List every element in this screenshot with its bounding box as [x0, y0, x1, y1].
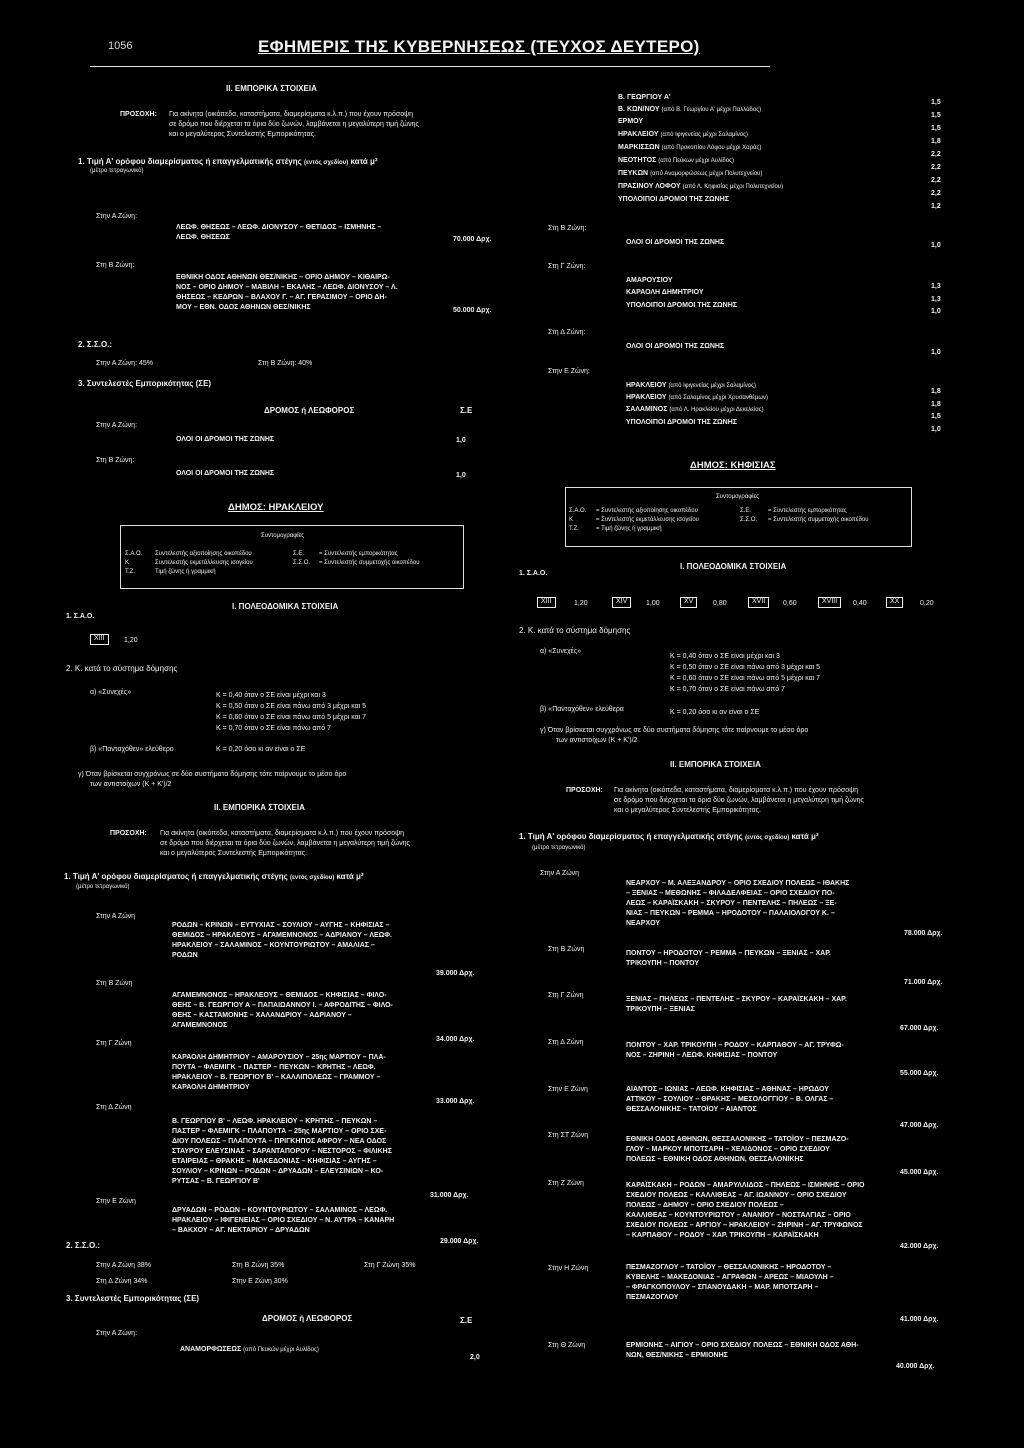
zone-streets: ΕΡΜΙΟΝΗΣ – ΑΙΓΙΟΥ – ΟΡΙΟ ΣΧΕΔΙΟΥ ΠΟΛΕΩΣ – ΕΘΝΙΚΗ ΟΔΟΣ ΑΘΗ- — [626, 1342, 859, 1349]
zone-streets: ΕΘΝΙΚΗ ΟΔΟΣ ΑΘΗΝΩΝ, ΘΕΣΣΑΛΟΝΙΚΗΣ – ΤΑΤΟΪΟΥ – ΠΕΣΜΑΖΟ- — [626, 1136, 849, 1143]
zone-streets: ΣΧΕΔΙΟΥ ΠΟΛΕΩΣ – ΑΡΓΙΟΥ – ΗΡΑΚΛΕΙΟΥ – ΖΗΡΙΝΗ – ΑΓ. ΤΡΥΦΩΝΟΣ — [626, 1222, 863, 1229]
se-street: ΣΑΛΑΜΙΝΟΣ — [626, 406, 668, 413]
zone-label: Στην Ε Ζώνη — [548, 1086, 588, 1093]
zone-streets: ΑΓΑΜΕΜΝΟΝΟΣ — [172, 1022, 228, 1029]
k-row: Κ = 0,60 όταν ο ΣΕ είναι πάνω από 5 μέχρι και 7 — [670, 675, 821, 682]
legend-desc: Τιμή ζώνης ή γραμμική — [155, 569, 216, 575]
k-row: Κ = 0,50 όταν ο ΣΕ είναι πάνω από 3 μέχρι και 5 — [670, 664, 821, 671]
se-title: 3. Συντελεστές Εμπορικότητας (ΣΕ) — [78, 379, 212, 388]
prosoxi-line: Για ακίνητα (οικόπεδα, καταστήματα, διαμερίσματα κ.λ.π.) που έχουν πρόσοψη — [614, 787, 859, 794]
se-street: ΜΑΡΚΙΣΣΩΝ — [618, 144, 660, 151]
zone-label: Στη Δ Ζώνη — [96, 1104, 132, 1111]
se-title: 3. Συντελεστές Εμπορικότητας (ΣΕ) — [66, 1294, 200, 1303]
legend-desc: = Συντελεστής συμμετοχής οικοπέδου — [768, 517, 869, 523]
zone-streets: ΚΑΡΑΟΛΗ ΔΗΜΗΤΡΙΟΥ – ΑΜΑΡΟΥΣΙΟΥ – 25ης ΜΑΡΤΙΟΥ – ΠΛΑ- — [172, 1054, 386, 1061]
zone-code-value: 1,20 — [574, 600, 588, 607]
zone-streets: ΤΡΙΚΟΥΠΗ – ΠΟΝΤΟΥ — [626, 960, 700, 967]
k-b-label: β) «Πανταχόθεν» ελεύθερα — [540, 706, 624, 713]
k-row: Κ = 0,50 όταν ο ΣΕ είναι πάνω από 3 μέχρι και 5 — [216, 703, 367, 710]
legend-desc: = Τιμή ζώνης ή γραμμική — [596, 526, 662, 532]
se-street: ΑΝΑΜΟΡΦΩΣΕΩΣ — [180, 1346, 242, 1353]
zone-streets: ΠΟΝΤΟΥ – ΧΑΡ. ΤΡΙΚΟΥΠΗ – ΡΟΔΟΥ – ΚΑΡΠΑΘΟΥ – ΑΓ. ΤΡΥΦΩ- — [626, 1042, 844, 1049]
se-street: ΑΜΑΡΟΥΣΙΟΥ — [626, 277, 673, 284]
zone-code-box: XIII — [90, 634, 109, 645]
se-street-sub: (από Προκοπίου Λόφου μέχρι Χαράς) — [661, 145, 762, 151]
zone-streets: – ΚΑΡΠΑΘΟΥ – ΡΟΔΟΥ – ΧΑΡ. ΤΡΙΚΟΥΠΗ – ΚΑΡΑΪΣΚΑΚΗ — [626, 1232, 819, 1239]
legend-desc: = Συντελεστής εμπορικότητας — [319, 551, 398, 557]
k-a-label: α) «Συνεχές» — [540, 648, 582, 655]
zone-price: 41.000 Δρχ. — [900, 1316, 939, 1323]
sso-title: 2. Σ.Σ.Ο.: — [66, 1241, 101, 1250]
se-value: 1,5 — [931, 112, 941, 119]
k-row: Κ = 0,70 όταν ο ΣΕ είναι πάνω από 7 — [216, 725, 331, 732]
abbreviations-box — [120, 525, 464, 589]
k-c-line: των αντιστοίχων (Κ + Κ')/2 — [90, 781, 172, 788]
table-header-se: Σ.Ε — [460, 1316, 473, 1325]
prosoxi-line: και ο μεγαλύτερος Συντελεστής Εμπορικότητας. — [614, 807, 761, 814]
zone-streets: ΤΡΙΚΟΥΠΗ – ΞΕΝΙΑΣ — [626, 1006, 695, 1013]
item1-title: 1. Τιμή Α' ορόφου διαμερίσματος ή επαγγελματικής στέγης — [64, 872, 288, 881]
zone-code-value: 0,80 — [713, 600, 727, 607]
zone-streets: ΝΕΑΡΧΟΥ — [626, 920, 661, 927]
se-street: ΚΑΡΑΟΛΗ ΔΗΜΗΤΡΙΟΥ — [626, 289, 704, 296]
item1-meter: (μέτρο τετραγωνικό) — [76, 884, 130, 890]
zone-code-box: XV — [680, 597, 697, 608]
zone-label: Στη Β Ζώνη — [548, 946, 585, 953]
zone-label: Στη Β Ζώνη: — [96, 262, 135, 269]
legend-desc: = Συντελεστής συμμετοχής οικοπέδου — [319, 560, 420, 566]
zone-streets: ΗΡΑΚΛΕΙΟΥ – ΙΦΙΓΕΝΕΙΑΣ – ΟΡΙΟ ΣΧΕΔΙΟΥ – Ν. ΑΥΤΡΑ – ΚΑΝΑΡΗ — [172, 1217, 395, 1224]
se-street: ΗΡΑΚΛΕΙΟΥ — [618, 131, 659, 138]
item1-unit: κατά μ² — [350, 157, 378, 166]
sao-title: 1. Σ.Α.Ο. — [66, 613, 95, 620]
legend-desc: = Συντελεστής αξιοποίησης οικοπέδου — [596, 508, 698, 514]
se-value: 1,5 — [931, 125, 941, 132]
prosoxi-line: Για ακίνητα (οικόπεδα, καταστήματα, διαμερίσματα κ.λ.π.) που έχουν πρόσοψη — [169, 111, 414, 118]
k-c-line: γ) Όταν βρίσκεται συγχρόνως σε δύο συστήματα δόμησης τότε παίρνουμε το μέσο όρο — [78, 771, 347, 778]
zone-price: 31.000 Δρχ. — [430, 1192, 469, 1199]
zone-streets: ΘΕΗΣ – ΚΑΣΤΑΜΟΝΗΣ – ΧΑΛΑΝΔΡΙΟΥ – ΑΔΡΙΑΝΟΥ – — [172, 1012, 352, 1019]
se-street: ΟΛΟΙ ΟΙ ΔΡΟΜΟΙ ΤΗΣ ΖΩΝΗΣ — [626, 239, 725, 246]
se-street: ΗΡΑΚΛΕΙΟΥ — [626, 382, 667, 389]
section-title-commercial: II. ΕΜΠΟΡΙΚΑ ΣΤΟΙΧΕΙΑ — [670, 760, 761, 769]
section-title-planning: I. ΠΟΛΕΟΔΟΜΙΚΑ ΣΤΟΙΧΕΙΑ — [680, 562, 787, 571]
se-street-sub: (από Σαλαμίνος μέχρι Χρυσανθέμων) — [668, 395, 769, 401]
zone-streets: ΡΥΤΣΑΣ – Β. ΓΕΩΡΓΙΟΥ Β' — [172, 1178, 260, 1185]
zone-code-box: XX — [886, 597, 903, 608]
se-value: 2,0 — [470, 1354, 480, 1361]
se-value: 1,8 — [931, 388, 941, 395]
zone-streets: ΠΕΣΜΑΖΟΓΛΟΥ – ΤΑΤΟΪΟΥ – ΘΕΣΣΑΛΟΝΙΚΗΣ – ΗΡΟΔΟΤΟΥ – — [626, 1264, 832, 1271]
se-value: 1,0 — [931, 426, 941, 433]
zone-label: Στην Α Ζώνη — [96, 913, 136, 920]
prosoxi-line: και ο μεγαλύτερος Συντελεστής Εμπορικότητας. — [160, 850, 307, 857]
zone-streets: ΣΤΑΥΡΟΥ ΕΛΕΥΣΙΝΑΣ – ΣΑΡΑΝΤΑΠΟΡΟΥ – ΝΕΣΤΟΡΟΣ – ΦΙΛΙΚΗΣ — [172, 1148, 392, 1155]
zone-streets: ΠΕΣΜΑΖΟΓΛΟΥ — [626, 1294, 679, 1301]
sso-value: Στη Β Ζώνη: 40% — [258, 360, 313, 367]
se-street-sub: (από Λ. Ηρακλείου μέχρι Δεκελείας) — [669, 407, 764, 413]
legend-abbr: Τ.Ζ. — [569, 526, 580, 532]
zone-code-box: XIII — [537, 597, 556, 608]
legend-abbr: Κ — [569, 517, 574, 523]
prosoxi-line: σε δρόμο που διέρχεται τα όρια δύο ζωνών, λαμβάνεται η μεγαλύτερη τιμή ζώνης — [614, 797, 864, 804]
se-value: 2,2 — [931, 151, 941, 158]
zone-streets: ΕΘΝΙΚΗ ΟΔΟΣ ΑΘΗΝΩΝ ΘΕΣ/ΝΙΚΗΣ – ΟΡΙΟ ΔΗΜΟΥ – ΚΙΘΑΙΡΩ- — [176, 274, 390, 281]
prosoxi-label: ΠΡΟΣΟΧΗ: — [110, 830, 147, 837]
zone-streets: ΘΕΗΣ – Β. ΓΕΩΡΓΙΟΥ Α – ΠΑΠΑΙΩΑΝΝΟΥ Ι. – ΑΦΡΟΔΙΤΗΣ – ΦΙΛΟ- — [172, 1002, 393, 1009]
zone-price: 70.000 Δρχ. — [453, 236, 492, 243]
zone-streets: ΜΟΥ – ΕΘΝ. ΟΔΟΣ ΑΘΗΝΩΝ ΘΕΣ/ΝΙΚΗΣ — [176, 304, 311, 311]
sso-value: Στην Α Ζώνη 38% — [96, 1262, 152, 1269]
se-value: 2,2 — [931, 190, 941, 197]
se-value: 2,2 — [931, 164, 941, 171]
legend-abbr: Σ.Α.Ο. — [125, 551, 143, 557]
zone-price: 55.000 Δρχ. — [900, 1070, 939, 1077]
sso-value: Στη Δ Ζώνη 34% — [96, 1278, 148, 1285]
sso-title: 2. Σ.Σ.Ο.: — [78, 340, 113, 349]
se-street: ΟΛΟΙ ΟΙ ΔΡΟΜΟΙ ΤΗΣ ΖΩΝΗΣ — [626, 343, 725, 350]
item1-title: 1. Τιμή Α' ορόφου διαμερίσματος ή επαγγελματικής στέγης — [519, 832, 743, 841]
zone-streets: ΗΡΑΚΛΕΙΟΥ – Β. ΓΕΩΡΓΙΟΥ Β' – ΚΑΛΛΙΠΟΛΕΩΣ – ΓΡΑΜΜΟΥ – — [172, 1074, 381, 1081]
zone-streets: ΛΕΩΦ. ΘΗΣΕΩΣ – ΛΕΩΦ. ΔΙΟΝΥΣΟΥ – ΘΕΤΙΔΟΣ – ΙΣΜΗΝΗΣ – — [176, 224, 382, 231]
k-title: 2. Κ. κατά το σύστημα δόμησης — [66, 664, 178, 673]
legend-abbr: Σ.Ε. — [740, 508, 752, 514]
sao-title: 1. Σ.Α.Ο. — [519, 570, 548, 577]
zone-streets: – ΦΡΑΓΚΟΠΟΥΛΟΥ – ΣΠΑΝΟΥΔΑΚΗ – ΜΑΡ. ΜΠΟΤΣΑΡΗ – — [626, 1284, 819, 1291]
se-value: 2,2 — [931, 177, 941, 184]
se-street-sub: (από Πεύκων μέχρι Αυλίδος) — [658, 158, 734, 164]
legend-abbr: Σ.Σ.Ο. — [740, 517, 758, 523]
zone-label: Στη Β Ζώνη — [96, 980, 133, 987]
zone-streets: – ΒΑΚΧΟΥ – ΑΓ. ΝΕΚΤΑΡΙΟΥ – ΔΡΥΑΔΩΝ — [172, 1227, 310, 1234]
zone-streets: – ΞΕΝΙΑΣ – ΜΕΘΩΝΗΣ – ΦΙΛΑΔΕΛΦΕΙΑΣ – ΟΡΙΟ ΣΧΕΔΙΟΥ ΠΟ- — [626, 890, 835, 897]
se-street: ΝΕΟΤΗΤΟΣ — [618, 157, 657, 164]
zone-price: 33.000 Δρχ. — [436, 1098, 475, 1105]
prosoxi-line: Για ακίνητα (οικόπεδα, καταστήματα, διαμερίσματα κ.λ.π.) που έχουν πρόσοψη — [160, 830, 405, 837]
zone-streets: ΡΟΔΩΝ – ΚΡΙΝΩΝ – ΕΥΤΥΧΙΑΣ – ΣΟΥΛΙΟΥ – ΑΥΓΗΣ – ΚΗΦΙΣΙΑΣ – — [172, 922, 390, 929]
zone-streets: ΝΟΣ – ΟΡΙΟ ΔΗΜΟΥ – ΜΑΒΙΛΗ – ΕΚΑΛΗΣ – ΛΕΩΦ. ΔΙΟΝΥΣΟΥ – Λ. — [176, 284, 398, 291]
zone-label: Στην Ε Ζώνη: — [548, 368, 590, 375]
se-value: 1,5 — [931, 99, 941, 106]
zone-streets: ΠΑΣΤΕΡ – ΦΛΕΜΙΓΚ – ΠΛΑΠΟΥΤΑ – 25ης ΜΑΡΤΙΟΥ – ΟΡΙΟ ΣΧΕ- — [172, 1128, 387, 1135]
zone-streets: ΝΕΑΡΧΟΥ – Μ. ΑΛΕΞΑΝΔΡΟΥ – ΟΡΙΟ ΣΧΕΔΙΟΥ ΠΟΛΕΩΣ – ΙΘΑΚΗΣ — [626, 880, 850, 887]
legend-desc: = Συντελεστής εμπορικότητας — [768, 508, 847, 514]
se-street: Β. ΚΩΝ/ΝΟΥ — [618, 106, 660, 113]
zone-label: Στη Δ Ζώνη — [548, 1039, 584, 1046]
zone-streets: ΚΑΡΑΟΛΗ ΔΗΜΗΤΡΙΟΥ — [172, 1084, 250, 1091]
page-title: ΕΦΗΜΕΡΙΣ ΤΗΣ ΚΥΒΕΡΝΗΣΕΩΣ (ΤΕΥΧΟΣ ΔΕΥΤΕΡΟ) — [258, 37, 700, 56]
zone-streets: ΕΤΑΙΡΕΙΑΣ – ΘΡΑΚΗΣ – ΜΑΚΕΔΟΝΙΑΣ – ΚΗΦΙΣΙΑΣ – ΑΥΓΗΣ – — [172, 1158, 377, 1165]
zone-streets: ΝΟΣ – ΖΗΡΙΝΗ – ΛΕΩΦ. ΚΗΦΙΣΙΑΣ – ΠΟΝΤΟΥ — [626, 1052, 778, 1059]
zone-label: Στη Β Ζώνη: — [548, 225, 587, 232]
k-b-text: Κ = 0,20 όσο κι αν είναι ο ΣΕ — [670, 709, 760, 716]
sso-value: Στη Γ Ζώνη 35% — [364, 1262, 416, 1269]
zone-streets: ΞΕΝΙΑΣ – ΠΗΛΕΩΣ – ΠΕΝΤΕΛΗΣ – ΣΚΥΡΟΥ – ΚΑΡΑΪΣΚΑΚΗ – ΧΑΡ. — [626, 996, 847, 1003]
legend-desc: Συντελεστής εκμετάλλευσης ισογείου — [155, 560, 253, 566]
zone-streets: ΔΙΟΥ ΠΟΛΕΩΣ – ΠΛΑΠΟΥΤΑ – ΠΡΙΓΚΗΠΟΣ ΑΦΡΟΥ – ΝΕΑ ΟΔΟΣ — [172, 1138, 387, 1145]
zone-streets: ΚΥΒΕΛΗΣ – ΜΑΚΕΔΟΝΙΑΣ – ΑΓΡΑΦΩΝ – ΑΡΕΩΣ – ΜΙΑΟΥΛΗ – — [626, 1274, 834, 1281]
se-street-sub: (από Λ. Κηφισίας μέχρι Πολυτεχνείου) — [682, 184, 784, 190]
table-header-street: ΔΡΟΜΟΣ ή ΛΕΩΦΟΡΟΣ — [262, 1314, 353, 1323]
se-value: 1,0 — [931, 349, 941, 356]
se-value: 1,8 — [931, 138, 941, 145]
zone-price: 78.000 Δρχ. — [904, 930, 943, 937]
page-number: 1056 — [108, 40, 133, 52]
zone-label: Στη Γ Ζώνη — [96, 1040, 132, 1047]
zone-price: 71.000 Δρχ. — [904, 979, 943, 986]
zone-streets: ΠΟΝΤΟΥ – ΗΡΟΔΟΤΟΥ – ΡΕΜΜΑ – ΠΕΥΚΩΝ – ΞΕΝΙΑΣ – ΧΑΡ. — [626, 950, 831, 957]
zone-code-box: XIV — [612, 597, 631, 608]
se-street: Β. ΓΕΩΡΓΙΟΥ Α' — [618, 94, 671, 101]
legend-abbr: Σ.Α.Ο. — [569, 508, 587, 514]
zone-price: 29.000 Δρχ. — [440, 1238, 479, 1245]
se-street-sub: (από Ιφιγενείας μέχρι Σαλαμίνος) — [668, 383, 756, 389]
zone-code-value: 1,00 — [646, 600, 660, 607]
legend-desc: = Συντελεστής εκμετάλλευσης ισογείου — [596, 517, 699, 523]
zone-streets: ΣΧΕΔΙΟΥ ΠΟΛΕΩΣ – ΚΑΛΛΙΘΕΑΣ – ΑΓ. ΙΩΑΝΝΟΥ – ΟΡΙΟ ΣΧΕΔΙΟΥ — [626, 1192, 847, 1199]
k-row: Κ = 0,40 όταν ο ΣΕ είναι μέχρι και 3 — [216, 692, 326, 699]
se-street: ΠΡΑΣΙΝΟΥ ΛΟΦΟΥ — [618, 183, 681, 190]
legend-desc: Συντελεστής αξιοποίησης οικοπέδου — [155, 551, 252, 557]
prosoxi-line: και ο μεγαλύτερος Συντελεστής Εμπορικότητας. — [169, 131, 316, 138]
prosoxi-label: ΠΡΟΣΟΧΗ: — [566, 787, 603, 794]
k-title: 2. Κ. κατά το σύστημα δόμησης — [519, 626, 631, 635]
zone-code-value: 0,60 — [783, 600, 797, 607]
se-street: ΗΡΑΚΛΕΙΟΥ — [626, 394, 667, 401]
zone-price: 39.000 Δρχ. — [436, 970, 475, 977]
se-value: 1,3 — [931, 296, 941, 303]
se-street-sub: (από Αναμορφώσεως μέχρι Πολυτεχνείου) — [650, 171, 763, 177]
prosoxi-line: σε δρόμο που διέρχεται τα όρια δύο ζωνών, λαμβάνεται η μεγαλύτερη τιμή ζώνης — [169, 121, 419, 128]
k-b-text: Κ = 0,20 όσο κι αν είναι ο ΣΕ — [216, 746, 306, 753]
zone-streets: ΡΟΔΩΝ — [172, 952, 198, 959]
sso-value: Στην Ε Ζώνη 30% — [232, 1278, 288, 1285]
k-row: Κ = 0,70 όταν ο ΣΕ είναι πάνω από 7 — [670, 686, 785, 693]
se-street: ΟΛΟΙ ΟΙ ΔΡΟΜΟΙ ΤΗΣ ΖΩΝΗΣ — [176, 436, 275, 443]
table-header-street: ΔΡΟΜΟΣ ή ΛΕΩΦΟΡΟΣ — [264, 406, 355, 415]
zone-label: Στην Η Ζώνη — [548, 1265, 589, 1272]
se-value: 1,0 — [931, 242, 941, 249]
zone-streets: ΑΙΑΝΤΟΣ – ΙΩΝΙΑΣ – ΛΕΩΦ. ΚΗΦΙΣΙΑΣ – ΑΘΗΝΑΣ – ΗΡΩΔΟΥ — [626, 1086, 829, 1093]
zone-code-box: XVII — [748, 597, 769, 608]
zone-price: 40.000 Δρχ. — [896, 1363, 935, 1370]
se-street: ΥΠΟΛΟΙΠΟΙ ΔΡΟΜΟΙ ΤΗΣ ΖΩΝΗΣ — [626, 419, 737, 426]
zone-streets: ΑΤΤΙΚΟΥ – ΣΟΥΛΙΟΥ – ΘΡΑΚΗΣ – ΜΕΣΟΛΟΓΓΙΟΥ – Β. ΟΛΓΑΣ – — [626, 1096, 834, 1103]
k-row: Κ = 0,60 όταν ο ΣΕ είναι πάνω από 5 μέχρι και 7 — [216, 714, 367, 721]
legend-title: Συντομογραφίες — [261, 533, 305, 539]
section-title-commercial: II. ΕΜΠΟΡΙΚΑ ΣΤΟΙΧΕΙΑ — [214, 803, 305, 812]
k-b-label: β) «Πανταχόθεν» ελεύθερο — [90, 746, 174, 753]
zone-streets: ΛΕΩΦ. ΘΗΣΕΩΣ — [176, 234, 230, 241]
se-value: 1,5 — [931, 413, 941, 420]
section-title-commercial: II. ΕΜΠΟΡΙΚΑ ΣΤΟΙΧΕΙΑ — [226, 84, 317, 93]
zone-label: Στη Β Ζώνη: — [96, 457, 135, 464]
zone-label: Στην Α Ζώνη: — [96, 422, 138, 429]
zone-code-value: 1,20 — [124, 637, 138, 644]
zone-label: Στην Α Ζώνη: — [96, 1330, 138, 1337]
se-value: 1,0 — [456, 437, 466, 444]
prosoxi-label: ΠΡΟΣΟΧΗ: — [120, 111, 157, 118]
item1-unit: κατά μ² — [336, 872, 364, 881]
zone-streets: ΝΙΑΣ – ΠΕΥΚΩΝ – ΡΕΜΜΑ – ΗΡΟΔΟΤΟΥ – ΠΑΛΑΙΟΛΟΓΟΥ Κ. – — [626, 910, 835, 917]
zone-streets: ΔΡΥΑΔΩΝ – ΡΟΔΩΝ – ΚΟΥΝΤΟΥΡΙΩΤΟΥ – ΣΑΛΑΜΙΝΟΣ – ΛΕΩΦ. — [172, 1207, 388, 1214]
section-title-planning: I. ΠΟΛΕΟΔΟΜΙΚΑ ΣΤΟΙΧΕΙΑ — [232, 602, 339, 611]
zone-streets: ΗΡΑΚΛΕΙΟΥ – ΣΑΛΑΜΙΝΟΣ – ΚΟΥΝΤΟΥΡΙΩΤΟΥ – ΑΜΑΛΙΑΣ – — [172, 942, 375, 949]
zone-streets: ΠΟΛΕΩΣ – ΔΗΜΟΥ – ΟΡΙΟ ΣΧΕΔΙΟΥ ΠΟΛΕΩΣ – — [626, 1202, 784, 1209]
zone-price: 34.000 Δρχ. — [436, 1036, 475, 1043]
zone-streets: ΝΩΝ, ΘΕΣ/ΝΙΚΗΣ – ΕΡΜΙΟΝΗΣ — [626, 1352, 728, 1359]
se-street: ΠΕΥΚΩΝ — [618, 170, 649, 177]
zone-streets: ΚΑΛΛΙΘΕΑΣ – ΚΟΥΝΤΟΥΡΙΩΤΟΥ – ΑΝΑΝΙΟΥ – ΝΟΣΤΑΛΓΙΑΣ – ΟΡΙΟ — [626, 1212, 851, 1219]
zone-price: 42.000 Δρχ. — [900, 1243, 939, 1250]
se-value: 1,2 — [931, 203, 941, 210]
item1-title: 1. Τιμή Α' ορόφου διαμερίσματος ή επαγγελματικής στέγης — [78, 157, 302, 166]
zone-streets: Β. ΓΕΩΡΓΙΟΥ Β' – ΛΕΩΦ. ΗΡΑΚΛΕΙΟΥ – ΚΡΗΤΗΣ – ΠΕΥΚΩΝ – — [172, 1118, 378, 1125]
legend-title: Συντομογραφίες — [716, 494, 760, 500]
zone-code-value: 0,20 — [920, 600, 934, 607]
table-header-se: Σ.Ε — [460, 406, 473, 415]
legend-abbr: Κ — [125, 560, 130, 566]
k-c-line: των αντιστοίχων (Κ + Κ')/2 — [556, 737, 638, 744]
item1-meter: (μέτρο τετραγωνικό) — [90, 168, 144, 174]
zone-label: Στη ΣΤ Ζώνη — [548, 1132, 589, 1139]
k-row: Κ = 0,40 όταν ο ΣΕ είναι μέχρι και 3 — [670, 653, 780, 660]
se-value: 1,8 — [931, 401, 941, 408]
zone-label: Στη Θ Ζώνη — [548, 1342, 586, 1349]
zone-streets: ΠΟΛΕΩΣ – ΕΘΝΙΚΗ ΟΔΟΣ ΑΘΗΝΩΝ, ΘΕΣΣΑΛΟΝΙΚΗΣ — [626, 1156, 804, 1163]
se-street: ΥΠΟΛΟΙΠΟΙ ΔΡΟΜΟΙ ΤΗΣ ΖΩΝΗΣ — [618, 196, 729, 203]
se-street: ΕΡΜΟΥ — [618, 118, 644, 125]
zone-label: Στη Γ Ζώνη — [548, 992, 584, 999]
se-value: 1,0 — [456, 472, 466, 479]
zone-label: Στην Α Ζώνη — [540, 870, 580, 877]
zone-price: 67.000 Δρχ. — [900, 1025, 939, 1032]
se-street-sub: (από Πευκών μέχρι Αυλίδος) — [243, 1347, 319, 1353]
zone-streets: ΠΟΥΤΑ – ΦΛΕΜΙΓΚ – ΠΑΣΤΕΡ – ΠΕΥΚΩΝ – ΚΡΗΤΗΣ – ΛΕΩΦ. — [172, 1064, 376, 1071]
item1-sub: (εντός σχεδίου) — [304, 160, 349, 166]
zone-code-value: 0,40 — [853, 600, 867, 607]
sso-value: Στην Α Ζώνη: 45% — [96, 360, 153, 367]
item1-unit: κατά μ² — [791, 832, 819, 841]
se-street-sub: (από Ιφιγενείας μέχρι Σαλαμίνος) — [660, 132, 748, 138]
zone-streets: ΑΓΑΜΕΜΝΟΝΟΣ – ΗΡΑΚΛΕΟΥΣ – ΘΕΜΙΔΟΣ – ΚΗΦΙΣΙΑΣ – ΦΙΛΟ- — [172, 992, 387, 999]
zone-label: Στη Ζ Ζώνη — [548, 1180, 584, 1187]
sso-value: Στη Β Ζώνη 35% — [232, 1262, 285, 1269]
zone-label: Στην Α Ζώνη: — [96, 213, 138, 220]
prosoxi-line: σε δρόμο που διέρχεται τα όρια δύο ζωνών, λαμβάνεται η μεγαλύτερη τιμή ζώνης — [160, 840, 410, 847]
item1-sub: (εντός σχεδίου) — [745, 835, 790, 841]
zone-label: Στη Γ Ζώνη: — [548, 263, 586, 270]
k-c-line: γ) Όταν βρίσκεται συγχρόνως σε δύο συστήματα δόμησης τότε παίρνουμε το μέσο όρο — [540, 727, 809, 734]
municipality-title: ΔΗΜΟΣ: ΗΡΑΚΛΕΙΟΥ — [228, 502, 324, 513]
se-street: ΥΠΟΛΟΙΠΟΙ ΔΡΟΜΟΙ ΤΗΣ ΖΩΝΗΣ — [626, 302, 737, 309]
zone-price: 45.000 Δρχ. — [900, 1169, 939, 1176]
zone-streets: ΚΑΡΑΪΣΚΑΚΗ – ΡΟΔΩΝ – ΑΜΑΡΥΛΛΙΔΟΣ – ΠΗΛΕΩΣ – ΙΣΜΗΝΗΣ – ΟΡΙΟ — [626, 1182, 865, 1189]
municipality-title: ΔΗΜΟΣ: ΚΗΦΙΣΙΑΣ — [690, 460, 776, 471]
se-value: 1,3 — [931, 283, 941, 290]
zone-streets: ΣΟΥΛΙΟΥ – ΚΡΙΝΩΝ – ΡΟΔΩΝ – ΔΡΥΑΔΩΝ – ΕΛΕΥΣΙΝΙΩΝ – ΚΟ- — [172, 1168, 384, 1175]
zone-streets: ΛΕΩΣ – ΚΑΡΑΪΣΚΑΚΗ – ΣΚΥΡΟΥ – ΠΕΝΤΕΛΗΣ – ΠΗΛΕΩΣ – ΞΕ- — [626, 900, 837, 907]
zone-label: Στη Δ Ζώνη: — [548, 329, 586, 336]
legend-abbr: Σ.Σ.Ο. — [293, 560, 311, 566]
zone-streets: ΘΕΜΙΔΟΣ – ΗΡΑΚΛΕΟΥΣ – ΑΓΑΜΕΜΝΟΝΟΣ – ΑΔΡΙΑΝΟΥ – ΛΕΩΦ. — [172, 932, 392, 939]
zone-code-box: XVIII — [818, 597, 841, 608]
abbreviations-box — [565, 487, 912, 547]
zone-price: 47.000 Δρχ. — [900, 1122, 939, 1129]
zone-streets: ΘΕΣΣΑΛΟΝΙΚΗΣ – ΤΑΤΟΪΟΥ – ΑΙΑΝΤΟΣ — [626, 1106, 757, 1113]
legend-abbr: Τ.Ζ. — [125, 569, 136, 575]
se-street: ΟΛΟΙ ΟΙ ΔΡΟΜΟΙ ΤΗΣ ΖΩΝΗΣ — [176, 470, 275, 477]
se-value: 1,0 — [931, 308, 941, 315]
zone-streets: ΓΛΟΥ – ΜΑΡΚΟΥ ΜΠΟΤΣΑΡΗ – ΧΕΛΙΔΟΝΟΣ – ΟΡΙΟ ΣΧΕΔΙΟΥ — [626, 1146, 830, 1153]
se-street-sub: (από Β. Γεωργίου Α' μέχρι Παλλάδος) — [661, 107, 762, 113]
zone-price: 50.000 Δρχ. — [453, 307, 492, 314]
zone-label: Στην Ε Ζώνη — [96, 1198, 136, 1205]
item1-meter: (μέτρο τετραγωνικό) — [532, 845, 586, 851]
item1-sub: (εντός σχεδίου) — [290, 875, 335, 881]
zone-streets: ΘΗΣΕΩΣ – ΚΕΔΡΩΝ – ΒΛΑΧΟΥ Γ. – ΑΓ. ΓΕΡΑΣΙΜΟΥ – ΟΡΙΟ ΔΗ- — [176, 294, 387, 301]
k-a-label: α) «Συνεχές» — [90, 689, 132, 696]
legend-abbr: Σ.Ε. — [293, 551, 305, 557]
header-rule — [90, 66, 770, 67]
